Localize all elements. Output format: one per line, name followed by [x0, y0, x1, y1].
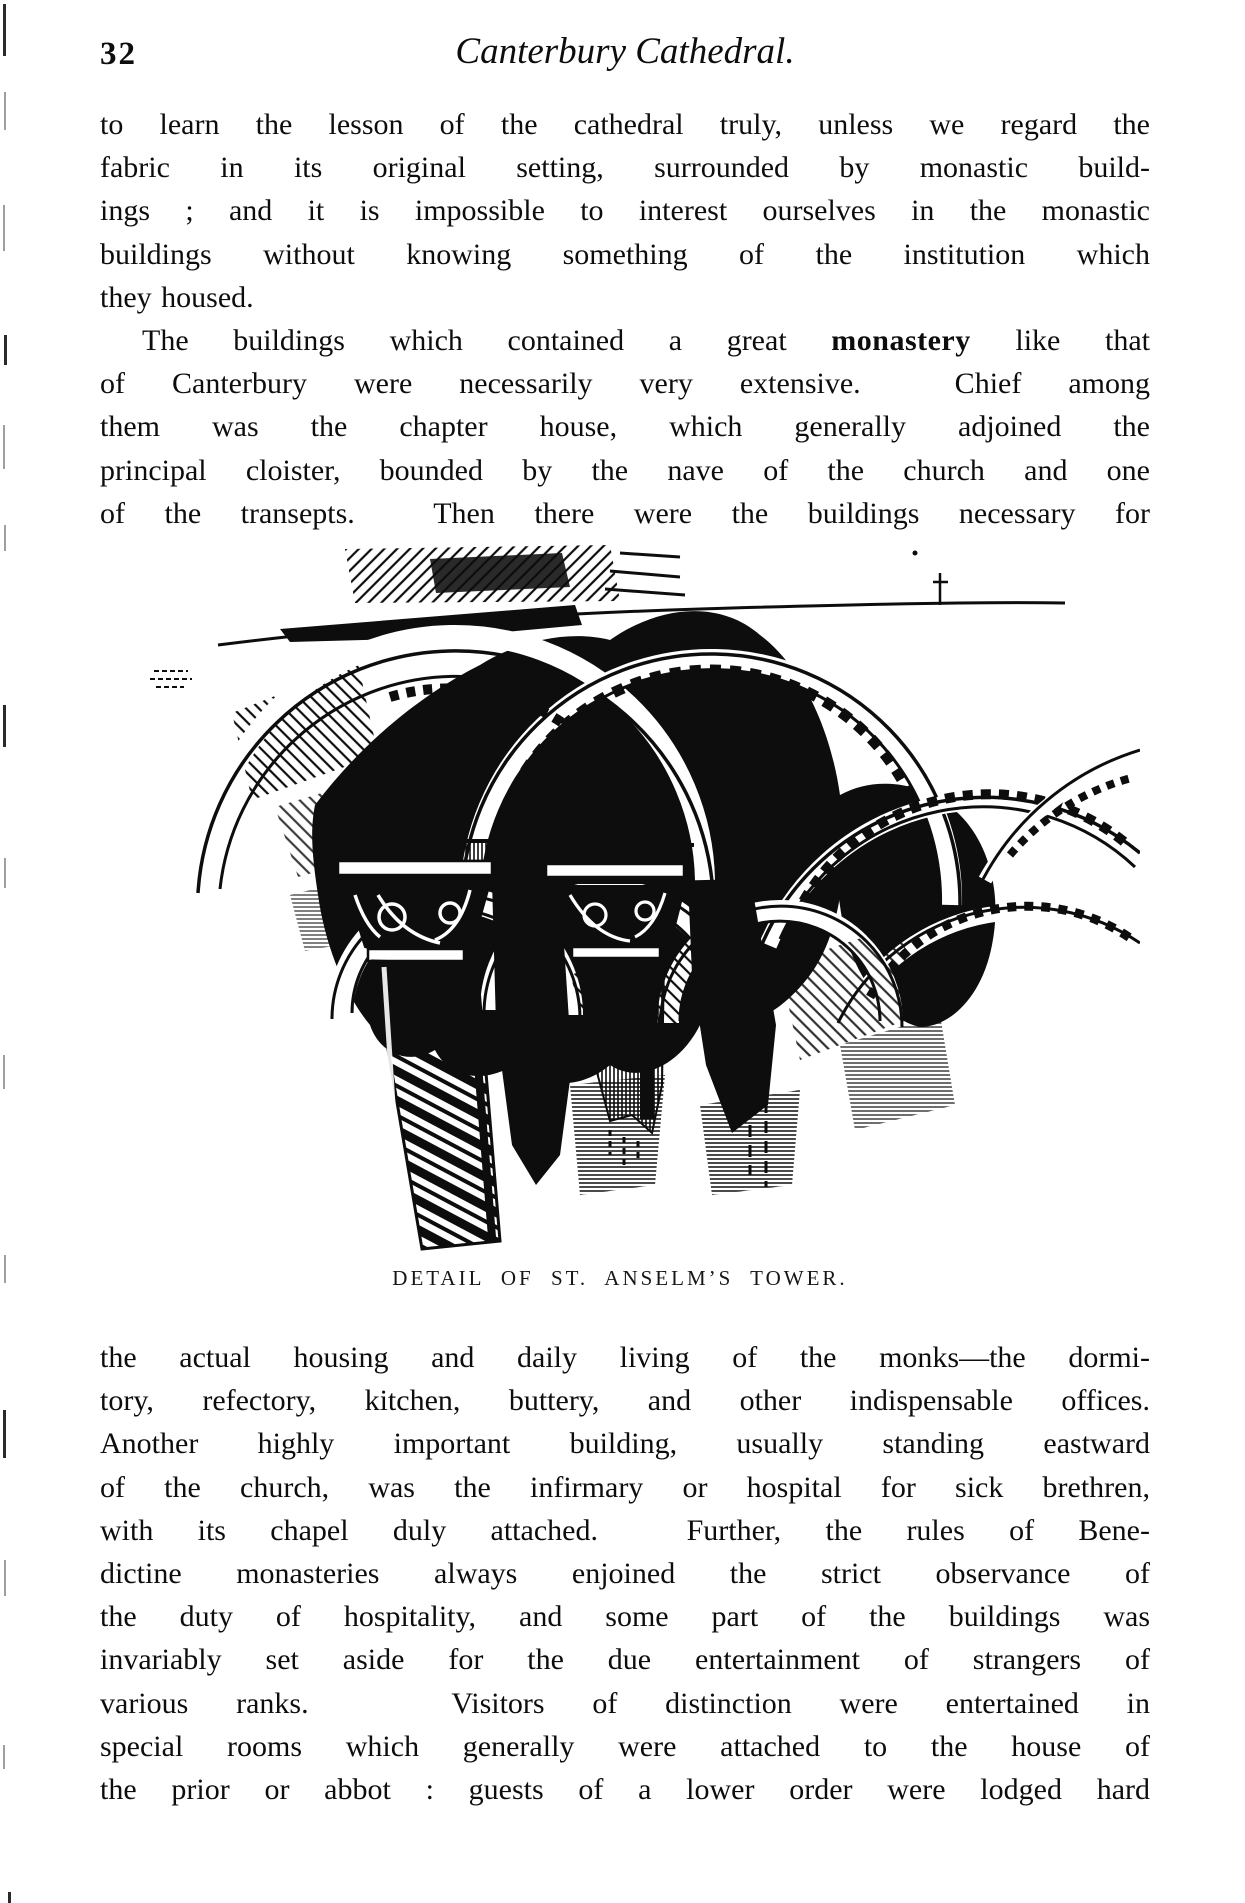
text-line: of the church, was the infirmary or hospital for sick brethren,: [100, 1470, 1150, 1504]
text-line: they housed.: [100, 280, 254, 314]
scan-artifact: [3, 205, 5, 251]
figure-caption: DETAIL OF ST. ANSELM’S TOWER.: [392, 1266, 848, 1290]
text-line: the actual housing and daily living of the monks—the dormi-: [100, 1341, 1150, 1374]
text-line: tory, refectory, kitchen, buttery, and other indispensable offices.: [100, 1384, 1150, 1418]
scan-artifact: [8, 1892, 11, 1903]
scan-artifact: [4, 525, 6, 551]
text-line: invariably set aside for the due entertainment of strangers of: [100, 1643, 1150, 1677]
text-line: the duty of hospitality, and some part of the buildings was: [100, 1600, 1150, 1634]
scan-artifact: [4, 92, 6, 130]
scan-artifact: [3, 1410, 6, 1458]
scan-artifact: [4, 1255, 6, 1283]
text-line: special rooms which generally were attached to the house of: [100, 1729, 1150, 1763]
st-anselms-tower-engraving: [140, 545, 1140, 1255]
paragraph-block-top: [100, 103, 1150, 535]
text-line: fabric in its original setting, surrounded by monastic build-: [100, 151, 1150, 185]
text-line: to learn the lesson of the cathedral truly, unless we regard the: [100, 108, 1150, 141]
running-title: Canterbury Cathedral.: [455, 31, 795, 72]
text-line: principal cloister, bounded by the nave of the church and one: [100, 453, 1150, 487]
scan-artifact: [3, 4, 6, 56]
text-line: Another highly important building, usually standing eastward: [100, 1427, 1150, 1461]
text-line: dictine monasteries always enjoined the strict observance of: [100, 1556, 1150, 1590]
text-line: with its chapel duly attached. Further, the rules of Bene-: [100, 1513, 1150, 1547]
scan-artifact: [3, 425, 5, 469]
text-segment: like that: [970, 323, 1150, 357]
text-line: of Canterbury were necessarily very extensive. Chief among: [100, 367, 1150, 401]
text-line: [100, 319, 1150, 362]
engraver-signature: W.D.: [318, 836, 345, 848]
text-line: buildings without knowing something of the institution which: [100, 237, 1150, 271]
scan-artifact: [3, 705, 6, 747]
engraving-svg: [140, 545, 1140, 1255]
bold-word-monastery: monastery: [831, 323, 971, 357]
paragraph-block-bottom: [100, 1336, 1150, 1811]
page-header: [100, 30, 1150, 82]
text-line: them was the chapter house, which generally adjoined the: [100, 410, 1150, 444]
text-line: various ranks. Visitors of distinction were entertained in: [100, 1686, 1150, 1720]
scan-artifact: [4, 335, 7, 365]
scan-artifact: [3, 1745, 5, 1769]
scan-artifact: [4, 858, 6, 888]
scan-artifact: [3, 1055, 5, 1089]
text-segment: The buildings which contained a great: [142, 323, 832, 357]
text-line: ings ; and it is impossible to interest ourselves in the monastic: [100, 194, 1150, 228]
page-number: 32: [100, 36, 137, 72]
text-line: of the transepts. Then there were the buildings necessary for: [100, 496, 1150, 530]
text-line: the prior or abbot : guests of a lower order were lodged hard: [100, 1772, 1150, 1806]
scan-artifact: [4, 1560, 6, 1596]
